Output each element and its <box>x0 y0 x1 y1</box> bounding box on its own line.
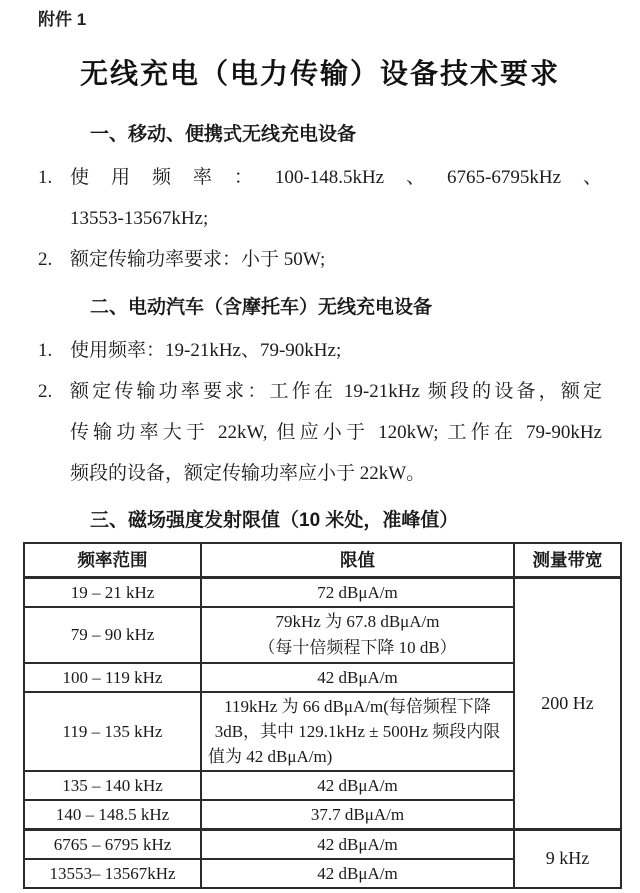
emission-limits-table <box>23 542 622 889</box>
cell-frequency-range: 140 – 148.5 kHz <box>24 800 201 830</box>
cell-limit: 42 dBμA/m <box>201 663 514 692</box>
list-item-number: 1. <box>38 167 53 188</box>
page-title: 无线充电（电力传输）设备技术要求 <box>79 59 560 90</box>
cell-frequency-range: 135 – 140 kHz <box>24 771 201 800</box>
list-item-line: 使用频率：100-148.5kHz、6765-6795kHz、 <box>70 167 602 188</box>
section-3-heading: 三、磁场强度发射限值（10 米处，准峰值） <box>90 510 459 531</box>
header-measurement-bandwidth: 测量带宽 <box>514 543 621 577</box>
cell-limit <box>201 607 514 663</box>
list-item <box>38 371 602 494</box>
list-item-line: 使用频率：19-21kHz、79-90kHz; <box>70 340 342 361</box>
list-item <box>38 330 602 371</box>
limit-line: （每十倍频程下降 10 dB） <box>258 637 457 657</box>
list-item <box>38 157 602 239</box>
section-2-heading: 二、电动汽车（含摩托车）无线充电设备 <box>90 297 433 318</box>
header-limit: 限值 <box>201 543 514 577</box>
cell-frequency-range: 119 – 135 kHz <box>24 692 201 771</box>
list-item-line: 额定传输功率要求：小于 50W; <box>70 249 326 270</box>
table-row <box>24 577 621 607</box>
table-header-row <box>24 543 621 577</box>
list-item <box>38 239 602 280</box>
list-item-body <box>70 330 602 371</box>
cell-frequency-range: 19 – 21 kHz <box>24 577 201 607</box>
cell-limit: 42 dBμA/m <box>201 859 514 888</box>
list-item-line: 频段的设备，额定传输功率应小于 22kW。 <box>70 463 426 484</box>
cell-frequency-range: 13553– 13567kHz <box>24 859 201 888</box>
list-item-line: 额定传输功率要求：工作在 19-21kHz 频段的设备，额定 <box>70 381 602 402</box>
section-2-items <box>38 330 602 494</box>
header-frequency-range: 频率范围 <box>24 543 201 577</box>
cell-limit: 119kHz 为 66 dBμA/m(每倍频程下降 3dB，其中 129.1kHz ± 500Hz 频段内限值为 42 dBμA/m) <box>201 692 514 771</box>
list-item-body <box>70 239 602 280</box>
cell-limit: 72 dBμA/m <box>201 577 514 607</box>
section-1-heading: 一、移动、便携式无线充电设备 <box>90 124 357 145</box>
section-1-items <box>38 157 602 280</box>
cell-limit: 42 dBμA/m <box>201 771 514 800</box>
limit-line: 79kHz 为 67.8 dBμA/m <box>275 611 440 631</box>
cell-frequency-range: 79 – 90 kHz <box>24 607 201 663</box>
cell-frequency-range: 6765 – 6795 kHz <box>24 829 201 859</box>
list-item-line: 13553-13567kHz; <box>70 208 209 229</box>
annex-label: 附件 1 <box>38 10 87 29</box>
list-item-line: 传输功率大于 22kW, 但应小于 120kW; 工作在 79-90kHz <box>70 422 602 443</box>
list-item-body <box>70 371 602 494</box>
list-item-number: 2. <box>38 381 53 402</box>
list-item-number: 2. <box>38 249 53 270</box>
list-item-body <box>70 157 602 239</box>
table-row <box>24 829 621 859</box>
cell-frequency-range: 100 – 119 kHz <box>24 663 201 692</box>
list-item-number: 1. <box>38 340 53 361</box>
cell-limit: 37.7 dBμA/m <box>201 800 514 830</box>
cell-limit: 42 dBμA/m <box>201 829 514 859</box>
cell-bandwidth-200hz: 200 Hz <box>514 577 621 829</box>
cell-bandwidth-9khz: 9 kHz <box>514 829 621 888</box>
